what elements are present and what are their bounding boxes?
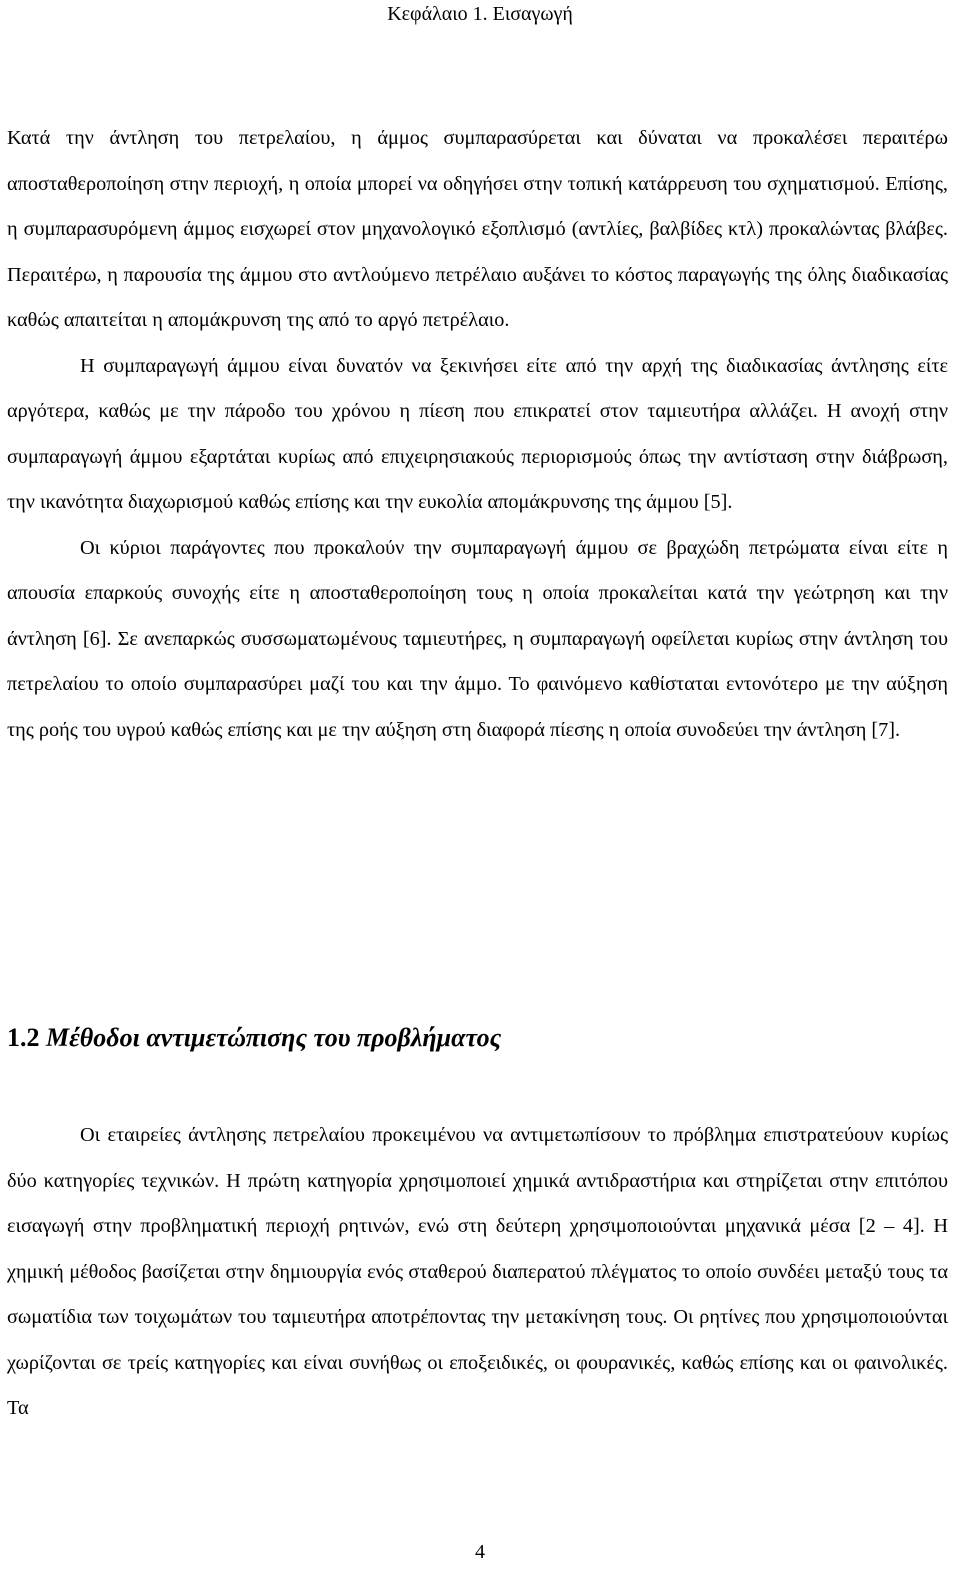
section-title: Μέθοδοι αντιμετώπισης του προβλήματος <box>46 1023 502 1052</box>
section-1-2-text-block <box>7 1113 948 1432</box>
page-number: 4 <box>475 1541 485 1563</box>
section-number: 1.2 <box>7 1023 40 1052</box>
paragraph-sand-coproduction-onset: Η συμπαραγωγή άμμου είναι δυνατόν να ξεκινήσει είτε από την αρχή της διαδικασίας άντλησης είτε αργότερα, καθώς με την πάροδο του χρόνου η πίεση που επικρατεί στον ταμιευτήρα αλλάζει. Η ανοχή στην συμπαραγωγή άμμου εξαρτάται κυρίως από επιχειρησιακούς περιορισμούς όπως την αντίσταση στην διάβρωση, την ικανότητα διαχωρισμού καθώς επίσης και την ευκολία απομάκρυνσης της άμμου [5]. <box>7 354 948 513</box>
intro-text-block <box>7 116 948 753</box>
paragraph-main-factors: Οι κύριοι παράγοντες που προκαλούν την συμπαραγωγή άμμου σε βραχώδη πετρώματα είναι είτε η απουσία επαρκούς συνοχής είτε η αποσταθεροποίηση τους η οποία προκαλείται κατά την γεώτρηση και την άντληση [6]. Σε ανεπαρκώς συσσωματωμένους ταμιευτήρες, η συμπαραγωγή οφείλεται κυρίως στην άντληση του πετρελαίου το οποίο συμπαρασύρει μαζί του και την άμμο. Το φαινόμενο καθίσταται εντονότερο με την αύξηση της ροής του υγρού καθώς επίσης και με την αύξηση στη διαφορά πίεσης η οποία συνοδεύει την άντληση [7]. <box>7 536 948 741</box>
running-header: Κεφάλαιο 1. Εισαγωγή <box>387 3 573 25</box>
section-heading <box>7 1018 948 1058</box>
paragraph-sand-production-effects: Κατά την άντληση του πετρελαίου, η άμμος συμπαρασύρεται και δύναται να προκαλέσει περαιτέρω αποσταθεροποίηση στην περιοχή, η οποία μπορεί να οδηγήσει στην τοπική κατάρρευση του σχηματισμού. Επίσης, η συμπαρασυρόμενη άμμος εισχωρεί στον μηχανολογικό εξοπλισμό (αντλίες, βαλβίδες κτλ) προκαλώντας βλάβες. Περαιτέρω, η παρουσία της άμμου στο αντλούμενο πετρέλαιο αυξάνει το κόστος παραγωγής της όλης διαδικασίας καθώς απαιτείται η απομάκρυνση της από το αργό πετρέλαιο. <box>7 127 948 331</box>
paragraph-treatment-methods: Οι εταιρείες άντλησης πετρελαίου προκειμένου να αντιμετωπίσουν το πρόβλημα επιστρατεύουν κυρίως δύο κατηγορίες τεχνικών. Η πρώτη κατηγορία χρησιμοποιεί χημικά αντιδραστήρια και στηρίζεται στην επιτόπου εισαγωγή στην προβληματική περιοχή ρητινών, ενώ στη δεύτερη χρησιμοποιούνται μηχανικά μέσα [2 – 4]. Η χημική μέθοδος βασίζεται στην δημιουργία ενός σταθερού διαπερατού πλέγματος το οποίο συνδέει μεταξύ τους τα σωματίδια των τοιχωμάτων του ταμιευτήρα αποτρέποντας την μετακίνηση τους. Οι ρητίνες που χρησιμοποιούνται χωρίζονται σε τρείς κατηγορίες και είναι συνήθως οι εποξειδικές, οι φουρανικές, καθώς επίσης και οι φαινολικές. Τα <box>7 1124 948 1419</box>
